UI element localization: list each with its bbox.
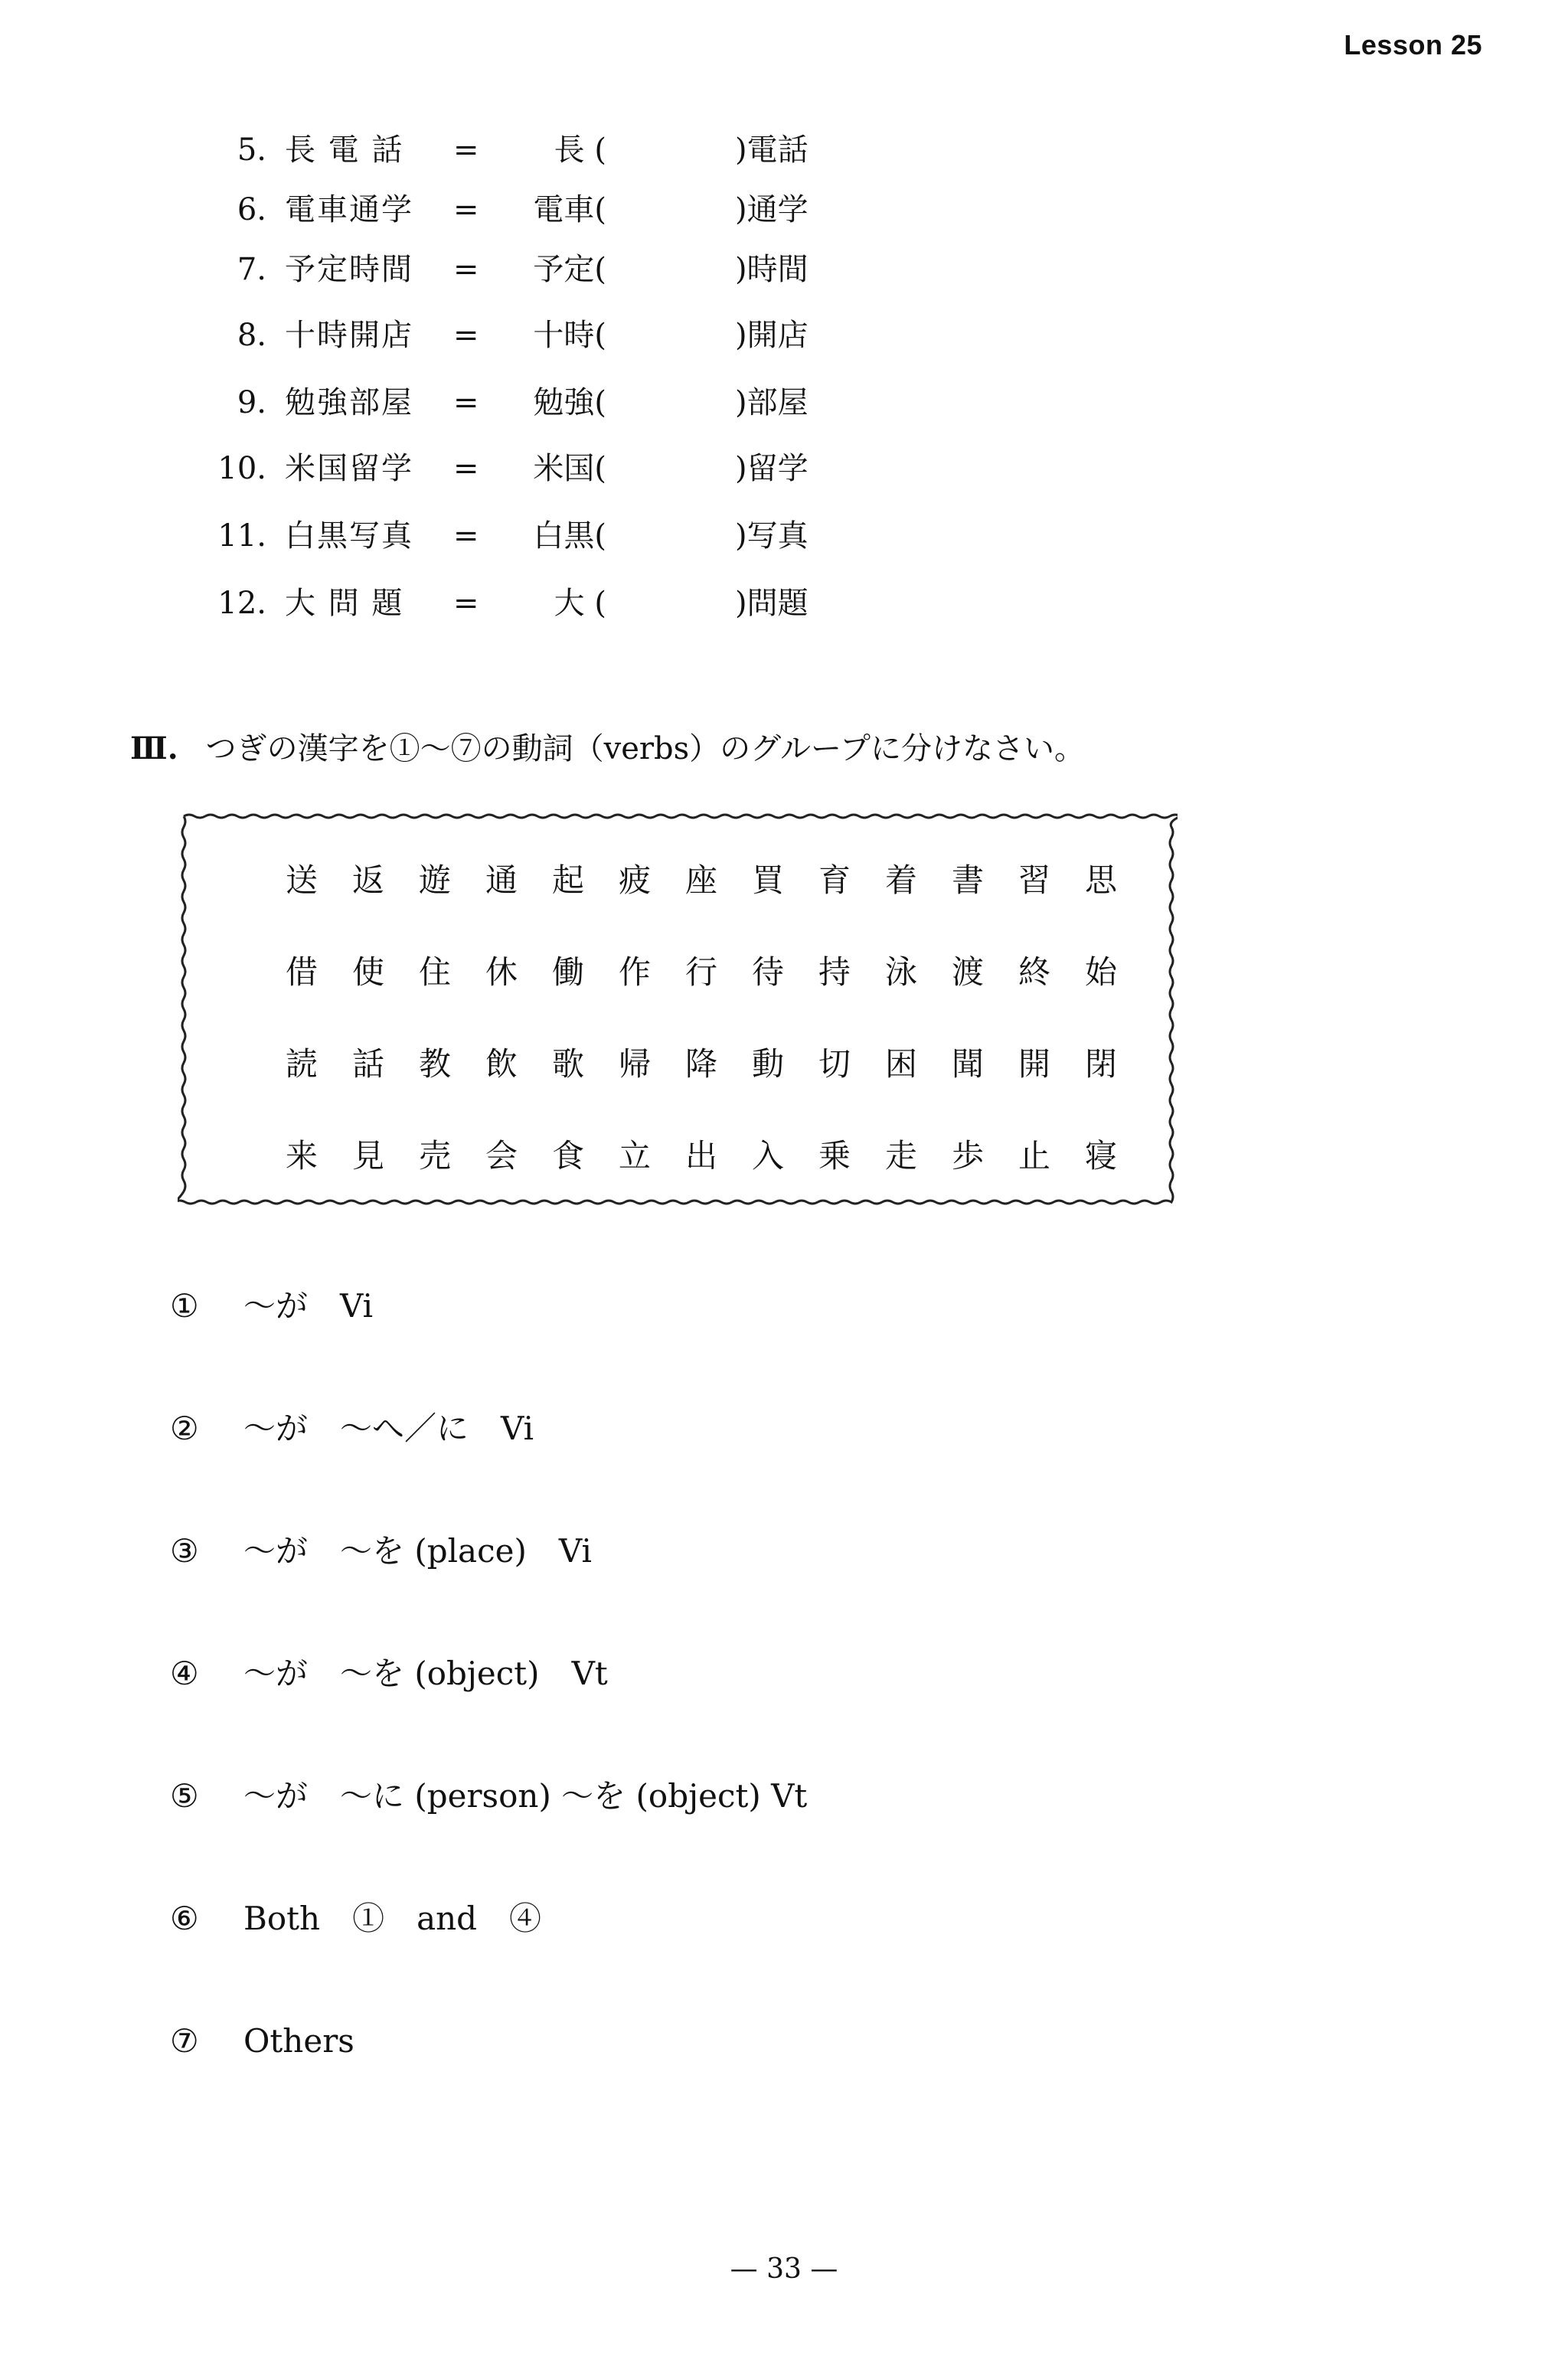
- compound-word: 勉強部屋: [285, 385, 413, 420]
- kanji-character: 待: [751, 953, 784, 991]
- compound-row: [0, 247, 919, 292]
- kanji-character: 会: [485, 1137, 518, 1175]
- kanji-character: 持: [818, 953, 851, 991]
- kanji-character: 飲: [485, 1045, 518, 1083]
- kanji-character: 歌: [551, 1045, 584, 1083]
- compound-left-part: 予定(: [533, 252, 606, 287]
- equals-sign: =: [453, 318, 479, 353]
- group-description: ～が ～に (person) ～を (object) Vt: [243, 1777, 808, 1815]
- group-description: ～が ～を (object) Vt: [243, 1655, 608, 1692]
- group-description: ～が ～を (place) Vi: [243, 1532, 592, 1570]
- kanji-character: 立: [618, 1137, 651, 1175]
- kanji-character: 乗: [818, 1137, 851, 1175]
- group-description: Both ① and ④: [243, 1900, 542, 1937]
- kanji-character: 寝: [1084, 1137, 1117, 1175]
- section-instruction: つぎの漢字を①～⑦の動詞（verbs）のグループに分けなさい。: [205, 731, 1085, 766]
- verb-group-item: [170, 1769, 807, 1823]
- kanji-character: 動: [751, 1045, 784, 1083]
- verb-group-item: [170, 1647, 608, 1701]
- kanji-character: 切: [818, 1045, 851, 1083]
- kanji-character: 行: [684, 953, 717, 991]
- compound-right-part: )部屋: [735, 385, 808, 420]
- compound-number: 5.: [237, 132, 266, 168]
- kanji-character: 見: [351, 1137, 384, 1175]
- kanji-character: 習: [1018, 861, 1050, 899]
- kanji-character: 降: [684, 1045, 717, 1083]
- compound-word: 電車通学: [285, 192, 413, 227]
- group-description: ～が ～へ／に Vi: [243, 1410, 534, 1447]
- compound-right-part: )写真: [735, 518, 808, 554]
- compound-word: 予定時間: [285, 252, 413, 287]
- kanji-character: 働: [551, 953, 584, 991]
- compound-row: [0, 380, 919, 426]
- kanji-character: 止: [1018, 1137, 1050, 1175]
- group-description: Others: [243, 2022, 354, 2060]
- compound-right-part: )時間: [735, 252, 808, 287]
- kanji-row: [178, 854, 1178, 907]
- kanji-character: 買: [751, 861, 784, 899]
- group-number: ①: [170, 1287, 199, 1325]
- kanji-character: 書: [951, 861, 984, 899]
- compound-left-part: 電車(: [533, 192, 606, 227]
- compound-row: [0, 312, 919, 358]
- equals-sign: =: [453, 192, 479, 227]
- group-number: ③: [170, 1532, 199, 1570]
- kanji-character: 思: [1084, 861, 1117, 899]
- kanji-box: [178, 810, 1178, 1208]
- kanji-character: 閉: [1084, 1045, 1117, 1083]
- equals-sign: =: [453, 451, 479, 486]
- group-number: ④: [170, 1655, 199, 1692]
- verb-group-item: [170, 1892, 541, 1946]
- verb-group-item: [170, 1524, 592, 1578]
- kanji-character: 借: [285, 953, 318, 991]
- kanji-character: 渡: [951, 953, 984, 991]
- kanji-row: [178, 1129, 1178, 1183]
- group-number: ⑦: [170, 2022, 199, 2060]
- compound-number: 6.: [237, 192, 266, 227]
- kanji-character: 使: [351, 953, 384, 991]
- compound-right-part: )問題: [735, 586, 808, 621]
- compound-left-part: 大 (: [554, 586, 606, 621]
- kanji-character: 泳: [884, 953, 917, 991]
- kanji-character: 読: [285, 1045, 318, 1083]
- kanji-character: 帰: [618, 1045, 651, 1083]
- compound-row: [0, 446, 919, 492]
- compound-row: [0, 187, 919, 233]
- compound-left-part: 米国(: [533, 451, 606, 486]
- kanji-character: 通: [485, 861, 518, 899]
- kanji-character: 起: [551, 861, 584, 899]
- compound-row: [0, 513, 919, 559]
- kanji-character: 売: [418, 1137, 451, 1175]
- compound-number: 10.: [217, 451, 266, 486]
- page-number: — 33 —: [730, 2253, 838, 2285]
- kanji-character: 終: [1018, 953, 1050, 991]
- kanji-character: 困: [884, 1045, 917, 1083]
- compound-number: 12.: [217, 586, 266, 621]
- equals-sign: =: [453, 385, 479, 420]
- kanji-row: [178, 946, 1178, 999]
- section-number: Ⅲ.: [130, 730, 178, 766]
- verb-group-item: [170, 1279, 373, 1333]
- kanji-character: 出: [684, 1137, 717, 1175]
- compound-left-part: 長 (: [554, 132, 606, 168]
- compound-left-part: 十時(: [533, 318, 606, 353]
- group-number: ⑥: [170, 1900, 199, 1937]
- compound-right-part: )電話: [735, 132, 808, 168]
- group-number: ⑤: [170, 1777, 199, 1815]
- compound-row: [0, 580, 919, 626]
- kanji-character: 始: [1084, 953, 1117, 991]
- verb-group-item: [170, 2015, 354, 2068]
- compound-word: 長 電 話: [285, 132, 404, 168]
- kanji-character: 聞: [951, 1045, 984, 1083]
- compound-row: [0, 127, 919, 173]
- group-number: ②: [170, 1410, 199, 1447]
- kanji-row: [178, 1037, 1178, 1091]
- kanji-character: 作: [618, 953, 651, 991]
- lesson-header: Lesson 25: [1344, 29, 1482, 60]
- compound-left-part: 勉強(: [533, 385, 606, 420]
- group-description: ～が Vi: [243, 1287, 374, 1325]
- kanji-character: 着: [884, 861, 917, 899]
- kanji-character: 育: [818, 861, 851, 899]
- verb-group-item: [170, 1402, 534, 1456]
- compound-word: 米国留学: [285, 451, 413, 486]
- compound-left-part: 白黒(: [533, 518, 606, 554]
- kanji-character: 来: [285, 1137, 318, 1175]
- kanji-character: 返: [351, 861, 384, 899]
- compound-word: 十時開店: [285, 318, 413, 353]
- compound-right-part: )通学: [735, 192, 808, 227]
- equals-sign: =: [453, 586, 479, 621]
- kanji-character: 入: [751, 1137, 784, 1175]
- kanji-character: 遊: [418, 861, 451, 899]
- kanji-character: 疲: [618, 861, 651, 899]
- equals-sign: =: [453, 518, 479, 554]
- kanji-character: 走: [884, 1137, 917, 1175]
- compound-number: 11.: [217, 518, 266, 554]
- kanji-character: 話: [351, 1045, 384, 1083]
- kanji-character: 休: [485, 953, 518, 991]
- equals-sign: =: [453, 132, 479, 168]
- kanji-character: 開: [1018, 1045, 1050, 1083]
- compound-number: 7.: [237, 252, 266, 287]
- kanji-character: 住: [418, 953, 451, 991]
- kanji-character: 歩: [951, 1137, 984, 1175]
- equals-sign: =: [453, 252, 479, 287]
- compound-word: 大 問 題: [285, 586, 404, 621]
- compound-right-part: )開店: [735, 318, 808, 353]
- compound-right-part: )留学: [735, 451, 808, 486]
- section-3-heading: [130, 726, 1085, 772]
- kanji-character: 座: [684, 861, 717, 899]
- compound-word: 白黒写真: [285, 518, 413, 554]
- compound-number: 8.: [237, 318, 266, 353]
- kanji-character: 送: [285, 861, 318, 899]
- kanji-character: 教: [418, 1045, 451, 1083]
- compound-number: 9.: [237, 385, 266, 420]
- kanji-character: 食: [551, 1137, 584, 1175]
